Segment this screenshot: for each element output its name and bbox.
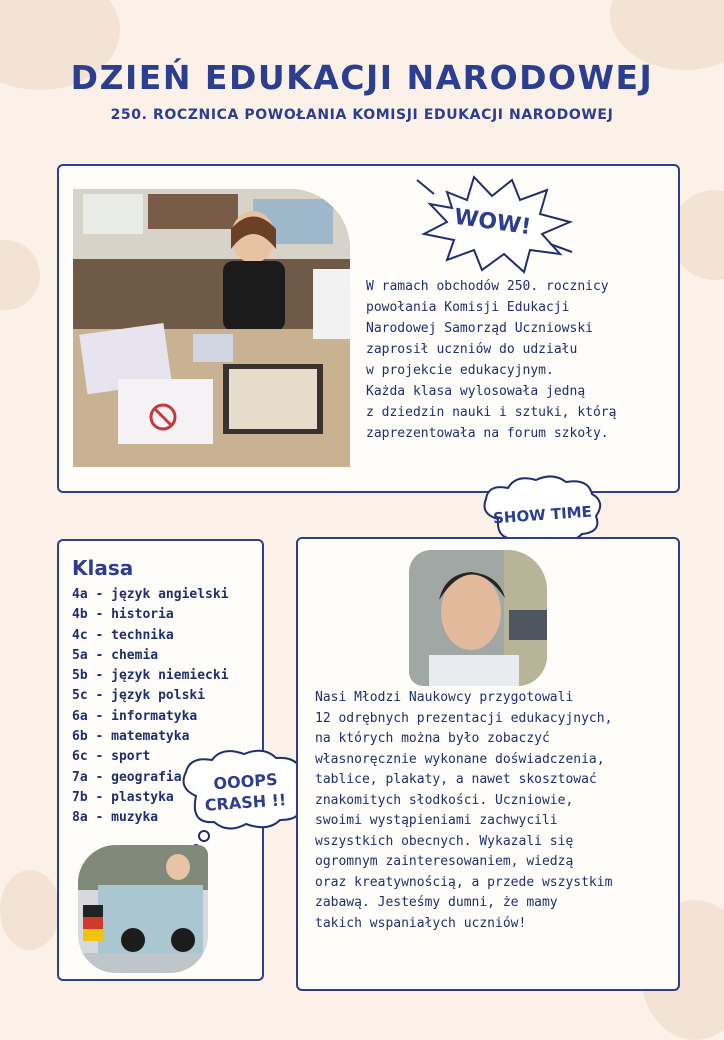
background-blob xyxy=(0,870,60,950)
list-item: 6b - matematyka xyxy=(72,729,190,745)
bus-project-photo xyxy=(78,845,208,973)
page-subtitle: 250. ROCZNICA POWOŁANIA KOMISJI EDUKACJI NARODOWEJ xyxy=(110,107,614,123)
wow-text: WOW! xyxy=(452,204,533,241)
presentations-text: Nasi Młodzi Naukowcy przygotowali 12 odrębnych prezentacji edukacyjnych, na których można było zobaczyć własnoręcznie wykonane doświadczenia, tablice, plakaty, a nawet skosztować znakomitych słodkości. Uczniowie, swoimi wystąpieniami zachwycili wszystkich obecnych. Wykazali się ogromnym zainteresowaniem, wiedzą oraz kreatywnością, a przede wszystkim zabawą. Jesteśmy dumni, że mamy takich wspaniałych uczniów! xyxy=(315,690,613,931)
classroom-photo xyxy=(73,189,350,467)
list-item: 7a - geografia xyxy=(72,769,182,785)
list-item: 8a - muzyka xyxy=(72,810,159,826)
list-item: 5a - chemia xyxy=(72,647,159,663)
page-title: DZIEŃ EDUKACJI NARODOWEJ xyxy=(70,58,654,97)
list-item: 7b - plastyka xyxy=(72,789,174,805)
list-item: 5b - język niemiecki xyxy=(72,668,229,684)
intro-text: W ramach obchodów 250. rocznicy powołania Komisji Edukacji Narodowej Samorząd Uczniowski zaprosił uczniów do udziału w projekcie edukacyjnym. Każda klasa wylosowała jedną z dziedzin nauki i sztuki, którą zaprezentowała na forum szkoły. xyxy=(366,279,617,441)
list-item: 6a - informatyka xyxy=(72,708,198,724)
list-item: 4c - technika xyxy=(72,627,174,643)
list-item: 4a - język angielski xyxy=(72,587,229,602)
show-time-text: SHOW TIME xyxy=(492,502,593,528)
background-blob xyxy=(0,240,40,310)
student-portrait-illustration xyxy=(409,550,547,686)
list-item: 5c - język polski xyxy=(72,688,206,704)
student-portrait xyxy=(409,550,547,686)
bus-photo-illustration xyxy=(78,845,208,973)
classroom-photo-illustration xyxy=(73,189,350,467)
crash-text: CRASH !! xyxy=(204,790,287,815)
ooops-text: OOOPS xyxy=(212,769,279,794)
list-item: 6c - sport xyxy=(72,749,151,765)
classes-heading: Klasa xyxy=(72,556,134,580)
list-item: 4b - historia xyxy=(72,607,174,623)
